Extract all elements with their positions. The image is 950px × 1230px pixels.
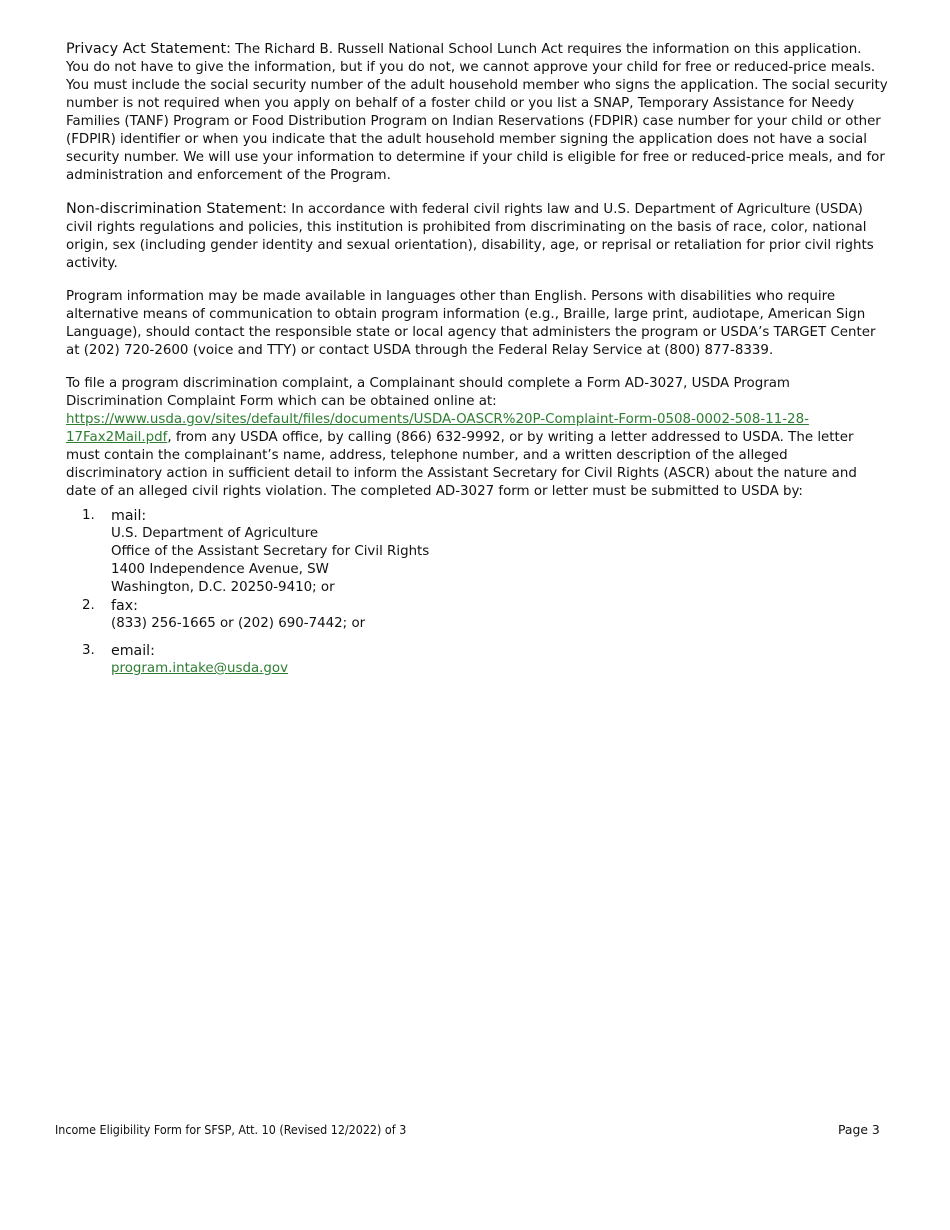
complaint-rest: , from any USDA office, by calling (866) 632-9992, or by writing a letter addressed to USDA. The letter must contain the complainant’s name, address, telephone number, and a written description of the alleged discriminatory action in sufficient detail to inform the Assistant Secretary for Civil Rights (ASCR) about the nature and date of an alleged civil rights violation. The completed AD-3027 form or letter must be submitted to USDA by: <box>66 430 857 499</box>
footer-page-number: Page 3 <box>838 1122 880 1137</box>
complaint-paragraph <box>66 375 888 501</box>
list-number: 2. <box>82 598 95 613</box>
fax-title: fax: <box>111 598 138 614</box>
footer-form-title: Income Eligibility Form for SFSP, Att. 10 (Revised 12/2022) of 3 <box>55 1122 407 1137</box>
list-number: 3. <box>82 643 95 658</box>
mail-line-4: Washington, D.C. 20250-9410; or <box>111 580 335 595</box>
complaint-intro: To file a program discrimination complaint, a Complainant should complete a Form AD-3027, USDA Program Discrimination Complaint Form which can be obtained online at: <box>66 376 790 409</box>
email-title: email: <box>111 643 155 659</box>
list-item-fax <box>66 597 888 633</box>
program-info-paragraph <box>66 288 888 360</box>
submission-methods-list <box>66 507 888 678</box>
mail-title: mail: <box>111 508 147 524</box>
privacy-act-text: The Richard B. Russell National School Lunch Act requires the information on this application. You do not have to give the information, but if you do not, we cannot approve your child for free or reduced-price meals. You must include the social security number of the adult household member who signs the application. The social security number is not required when you apply on behalf of a foster child or you list a SNAP, Temporary Assistance for Needy Families (TANF) Program or Food Distribution Program on Indian Reservations (FDPIR) case number for your child or other (FDPIR) identifier or when you indicate that the adult household member signing the application does not have a social security number. We will use your information to determine if your child is eligible for free or reduced-price meals, and for administration and enforcement of the Program. <box>66 42 888 183</box>
nondiscrimination-paragraph <box>66 200 888 273</box>
fax-numbers: (833) 256-1665 or (202) 690-7442; or <box>111 616 366 631</box>
list-item-email <box>66 642 888 678</box>
complaint-form-link[interactable]: https://www.usda.gov/sites/default/files/documents/USDA-OASCR%20P-Complaint-Form-0508-0002-508-11-28-17Fax2Mail.pdf <box>66 412 809 445</box>
mail-line-2: Office of the Assistant Secretary for Civil Rights <box>111 544 430 559</box>
nondiscrimination-text: In accordance with federal civil rights law and U.S. Department of Agriculture (USDA) civil rights regulations and policies, this institution is prohibited from discriminating on the basis of race, color, national origin, sex (including gender identity and sexual orientation), disability, age, or reprisal or retaliation for prior civil rights activity. <box>66 202 874 271</box>
document-body <box>66 40 888 678</box>
privacy-act-heading: Privacy Act Statement: <box>66 41 231 57</box>
program-info-text: Program information may be made available in languages other than English. Persons with disabilities who require alternative means of communication to obtain program information (e.g., Braille, large print, audiotape, American Sign Language), should contact the responsible state or local agency that administers the program or USDA’s TARGET Center at (202) 720-2600 (voice and TTY) or contact USDA through the Federal Relay Service at (800) 877-8339. <box>66 289 876 358</box>
privacy-act-paragraph <box>66 40 888 185</box>
mail-line-3: 1400 Independence Avenue, SW <box>111 562 329 577</box>
mail-line-1: U.S. Department of Agriculture <box>111 526 319 541</box>
email-link[interactable]: program.intake@usda.gov <box>111 661 289 676</box>
list-number: 1. <box>82 508 95 523</box>
nondiscrimination-heading: Non-discrimination Statement: <box>66 201 288 217</box>
list-item-mail <box>66 507 888 597</box>
